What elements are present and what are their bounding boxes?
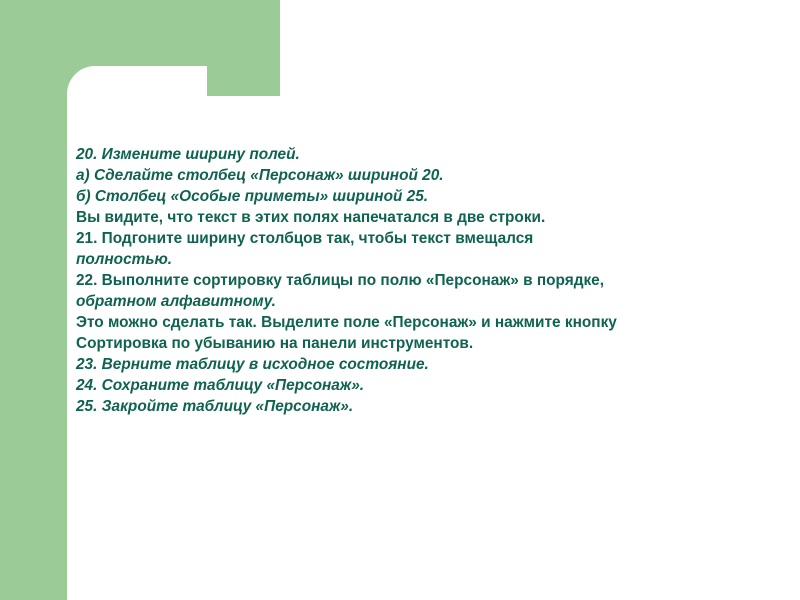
instruction-line: 23. Верните таблицу в исходное состояние. — [76, 356, 429, 373]
instruction-line: 25. Закройте таблицу «Персонаж». — [76, 398, 354, 415]
instruction-line: Сортировка по убыванию на панели инструментов. — [76, 335, 474, 352]
instruction-line: 20. Измените ширину полей. — [76, 146, 300, 163]
instruction-line: Вы видите, что текст в этих полях напечатался в две строки. — [76, 209, 546, 226]
instruction-line: 24. Сохраните таблицу «Персонаж». — [76, 377, 365, 394]
instruction-line: 22. Выполните сортировку таблицы по полю «Персонаж» в порядке, — [76, 272, 605, 289]
instructions-text-block — [76, 144, 776, 417]
instruction-line: обратном алфавитному. — [76, 293, 276, 310]
instruction-line: а) Сделайте столбец «Персонаж» шириной 20. — [76, 167, 444, 184]
instruction-line: б) Столбец «Особые приметы» шириной 25. — [76, 188, 429, 205]
instruction-line: 21. Подгоните ширину столбцов так, чтобы текст вмещался — [76, 230, 534, 247]
rounded-content-corner — [67, 66, 207, 126]
instruction-line: Это можно сделать так. Выделите поле «Персонаж» и нажмите кнопку — [76, 314, 617, 331]
instruction-line: полностью. — [76, 251, 173, 268]
